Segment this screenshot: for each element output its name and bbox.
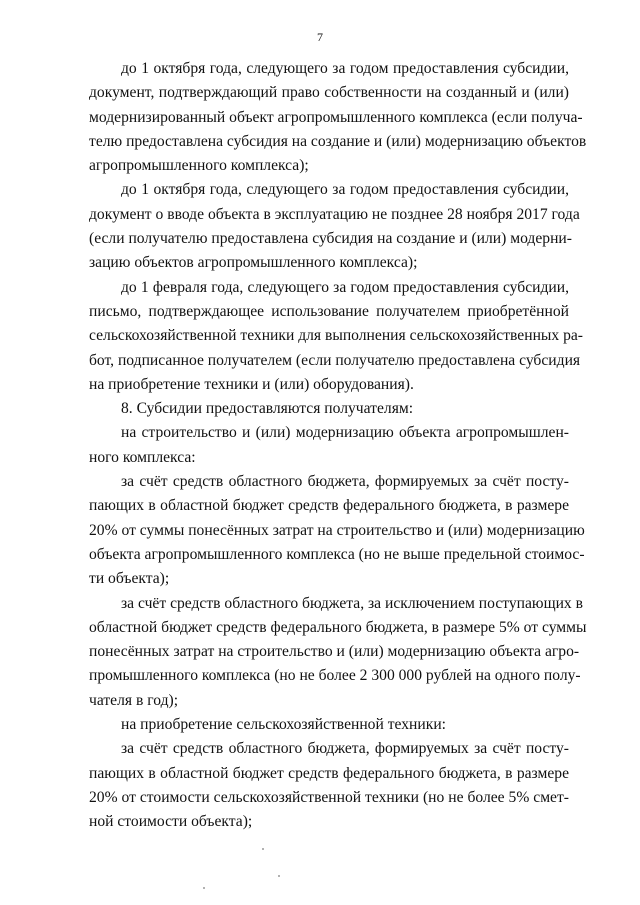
paragraph (89, 470, 585, 591)
paragraph (89, 713, 569, 737)
scan-speck (262, 848, 264, 850)
text-line: ного комплекса: (89, 448, 196, 466)
text-line: документ о вводе объекта в эксплуатацию не позднее 28 ноября 2017 года (89, 205, 580, 223)
paragraph (89, 737, 569, 834)
text-line: 20% от стоимости сельскохозяйственной техники (но не более 5% смет- (89, 788, 569, 806)
text-line: зацию объектов агропромышленного комплекса); (89, 254, 418, 272)
text-line: до 1 февраля года, следующего за годом предоставления субсидии, (121, 278, 569, 296)
text-line: до 1 октября года, следующего за годом предоставления субсидии, (121, 181, 569, 199)
text-line: телю предоставлена субсидия на создание и (или) модернизацию объектов (89, 132, 587, 150)
paragraph (89, 276, 584, 397)
text-line: на приобретение техники и (или) оборудования). (89, 375, 414, 393)
text-line: пающих в областной бюджет средств федерального бюджета, в размере (89, 764, 569, 782)
text-line: бот, подписанное получателем (если получателю предоставлена субсидия (89, 351, 581, 369)
paragraph (89, 421, 569, 470)
text-line: письмо, подтверждающее использование получателем приобретённой (89, 302, 569, 320)
text-line: документ, подтверждающий право собственности на созданный и (или) (89, 84, 569, 102)
text-line: понесённых затрат на строительство и (или) модернизацию объекта агро- (89, 643, 580, 661)
text-line: областной бюджет средств федерального бюджета, в размере 5% от суммы (89, 618, 587, 636)
text-line: (если получателю предоставлена субсидия на создание и (или) модерни- (89, 230, 572, 248)
document-body (89, 57, 587, 835)
text-line: за счёт средств областного бюджета, за исключением поступающих в (121, 594, 583, 612)
scan-speck (278, 875, 280, 877)
text-line: ной стоимости объекта); (89, 813, 253, 831)
paragraph (89, 178, 580, 275)
text-line: 20% от суммы понесённых затрат на строительство и (или) модернизацию (89, 521, 585, 539)
text-line: промышленного комплекса (но не более 2 300 000 рублей на одного полу- (89, 667, 581, 685)
text-line: чателя в год); (89, 691, 179, 709)
page-number: 7 (317, 30, 323, 44)
text-line: пающих в областной бюджет средств федерального бюджета, в размере (89, 497, 569, 515)
paragraph (89, 57, 587, 178)
text-line: за счёт средств областного бюджета, формируемых за счёт посту- (121, 740, 569, 758)
text-line: за счёт средств областного бюджета, формируемых за счёт посту- (121, 473, 569, 491)
text-line: агропромышленного комплекса); (89, 157, 309, 175)
text-line: модернизированный объект агропромышленного комплекса (если получа- (89, 108, 583, 126)
section-heading: 8. Субсидии предоставляются получателям: (121, 400, 414, 418)
paragraph (89, 397, 569, 421)
text-line: на приобретение сельскохозяйственной техники: (121, 716, 446, 734)
scan-speck (203, 887, 205, 889)
text-line: на строительство и (или) модернизацию объекта агропромышлен- (121, 424, 569, 442)
text-line: ти объекта); (89, 570, 170, 588)
paragraph (89, 592, 587, 713)
text-line: до 1 октября года, следующего за годом предоставления субсидии, (121, 60, 569, 77)
text-line: объекта агропромышленного комплекса (но не выше предельной стоимос- (89, 545, 585, 563)
text-line: сельскохозяйственной техники для выполнения сельскохозяйственных ра- (89, 327, 584, 345)
